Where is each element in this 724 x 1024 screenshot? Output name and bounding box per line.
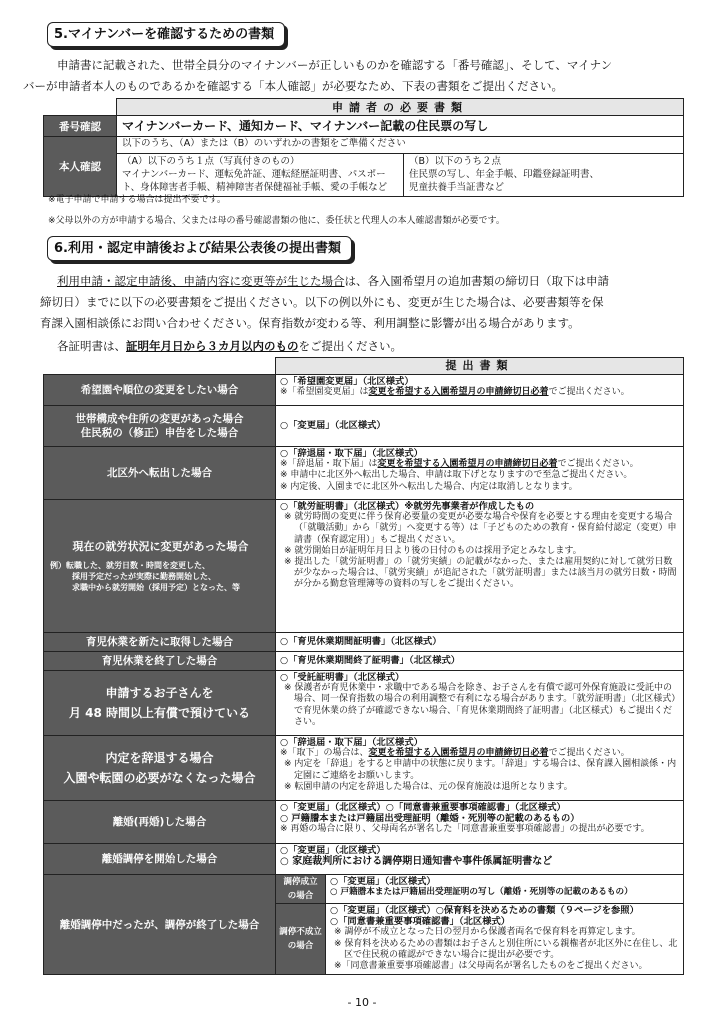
option-b-line1: 住民票の写し、年金手帳、印鑑登録証明書、 bbox=[409, 169, 600, 180]
row-docs-paid-care bbox=[276, 671, 684, 736]
section6-certificate-note bbox=[57, 336, 402, 357]
row-label-example1: 例）転職した、就労日数・時間を変更した、 bbox=[50, 560, 210, 570]
row-docs-mediation-success bbox=[326, 875, 684, 904]
row-label-line2: 月 48 時間以上有償で預けている bbox=[68, 706, 251, 720]
row-docs-divorce bbox=[276, 801, 684, 844]
row-label-mediation-start: 離婚調停を開始した場合 bbox=[44, 844, 276, 875]
doc-note: ※ 保育料を決めるための書類はお子さんと別住所にいる親権者が北区外に在住し、北区で住民税の確認ができない場合に提出が必要です。 bbox=[334, 938, 678, 960]
section5-note1: ※電子申請で申請する場合は提出不要です。 bbox=[48, 195, 226, 205]
doc-item: ○「同意書兼重要事項確認書」（北区様式） bbox=[330, 916, 511, 928]
section5-intro bbox=[23, 55, 690, 97]
section5-intro-line2: バーが申請者本人のものであるかを確認する「本人確認」が必要なため、下表の書類をご提出ください。 bbox=[23, 79, 564, 93]
doc-note: ※ 申請中に北区外へ転出した場合、申請は取下げとなりますので至急ご提出ください。 bbox=[280, 470, 633, 481]
section5-title: 5.マイナンバーを確認するための書類 bbox=[54, 27, 275, 42]
row-docs-childcare-leave-end: ○「育児休業期間終了証明書」（北区様式） bbox=[276, 652, 684, 671]
section6-table bbox=[43, 357, 684, 975]
doc-item: ○「辞退届・取下届」（北区様式） bbox=[280, 448, 423, 459]
row-docs-mediation-failure bbox=[326, 904, 684, 975]
doc-note-post: でご提出ください。 bbox=[548, 748, 630, 759]
row-docs-decline-offer bbox=[276, 736, 684, 801]
page-number: - 10 - bbox=[347, 996, 377, 1009]
doc-note-pre: ※「希望園変更届」は bbox=[280, 387, 369, 398]
row-label-example2: 採用予定だったが実際に勤務開始した、 bbox=[72, 571, 216, 581]
section5-table bbox=[43, 98, 684, 197]
option-a-line1: マイナンバーカード、運転免許証、運転経歴証明書、パスポー bbox=[122, 169, 386, 180]
section5-heading bbox=[47, 22, 285, 47]
identity-check-intro: 以下のうち、（A）または（B）のいずれかの書類をご準備ください bbox=[117, 137, 684, 154]
doc-item: ○「就労証明書」（北区様式）※就労先事業者が作成したもの bbox=[280, 501, 535, 512]
doc-note: ※ 保護者が育児休業中・求職中である場合を除き、お子さんを有償で認可外保育施設に受託中の場合、同一保育指数の場合の利用調整で有利になる場合があります。「就労証明書」（北区様式）で育児休業の終了が確認できない場合、「育児休業期間終了証明書」（北区様式）もご提出ください。 bbox=[284, 683, 676, 727]
section6-intro-line1-rest: は、各入園希望月の追加書類の締切日（取下は申請 bbox=[344, 274, 609, 288]
row-label-divorce: 離婚(再婚)した場合 bbox=[44, 801, 276, 844]
doc-note: ※ 就労時間の変更に伴う保育必要量の変更が必要な場合や保育を必要とする理由を変更する場合（「就職活動」から「就労」へ変更する等）は「子どものための教育・保育給付認定（変更）申請書（保育認定用）」もご提出ください。 bbox=[284, 512, 677, 545]
doc-item: ○ 戸籍謄本または戸籍届出受理証明の写し（離婚・死別等の記載のあるもの） bbox=[330, 887, 633, 898]
row-value-number-check: マイナンバーカード、通知カード、マイナンバー記載の住民票の写し bbox=[117, 116, 684, 137]
doc-note-pre: ※「辞退届・取下届」は bbox=[280, 459, 378, 470]
section5-note2: ※父母以外の方が申請する場合、父または母の番号確認書類の他に、委任状と代理人の本人確認書類が必要です。 bbox=[48, 216, 505, 226]
row-label-number-check: 番号確認 bbox=[44, 116, 117, 137]
doc-item: ○ 戸籍謄本または戸籍届出受理証明（離婚・死別等の記載のあるもの） bbox=[280, 813, 580, 825]
sub-label-line2: の場合 bbox=[287, 891, 314, 901]
row-label-paid-care bbox=[44, 671, 276, 736]
row-label-household-change bbox=[44, 406, 276, 447]
row-label-line1: 内定を辞退する場合 bbox=[105, 751, 214, 765]
doc-item: ○「変更届」（北区様式） bbox=[330, 876, 436, 887]
doc-note-post: でご提出ください。 bbox=[557, 459, 639, 470]
doc-note: ※ 内定後、入園までに北区外へ転出した場合、内定は取消しとなります。 bbox=[280, 481, 578, 492]
section6-intro-line3: 育課入園相談係にお問い合わせください。保育指数が変わる等、利用調整に影響が出る場合があります。 bbox=[40, 316, 580, 330]
sub-label-line2: の場合 bbox=[287, 941, 314, 951]
row-label-line1: 申請するお子さんを bbox=[105, 686, 214, 700]
row-label-decline-offer bbox=[44, 736, 276, 801]
doc-note: ※「同意書兼重要事項確認書」は父母両名が署名したものをご提出ください。 bbox=[334, 961, 648, 972]
sub-label-mediation-success bbox=[276, 875, 326, 904]
doc-item: ○ 家庭裁判所における調停期日通知書や事件係属証明書など bbox=[280, 856, 553, 868]
doc-note: ※ 再婚の場合に限り、父母両名が署名した「同意書兼重要事項確認書」の提出が必要です。 bbox=[280, 824, 650, 835]
row-label-employment-change bbox=[44, 500, 276, 633]
section6-intro-line2: 締切日）までに以下の必要書類をご提出ください。以下の例以外にも、変更が生じた場合は、必要書類等を保 bbox=[40, 295, 604, 309]
doc-item: ○「変更届」（北区様式）○保育料を決めるための書類（９ページを参照） bbox=[330, 905, 639, 916]
sub-label-line1: 調停成立 bbox=[283, 877, 318, 887]
certificate-note-pre: 各証明書は、 bbox=[57, 339, 126, 353]
option-b-title: （B）以下のうち２点 bbox=[409, 156, 502, 167]
doc-note-underlined: 変更を希望する入園希望月の申請締切日必着 bbox=[368, 748, 549, 759]
doc-note: ※ 転園申請の内定を辞退した場合は、元の保育施設は退所となります。 bbox=[284, 781, 573, 792]
row-docs-mediation-start bbox=[276, 844, 684, 875]
section5-table-header: 申請者の必要書類 bbox=[117, 99, 684, 116]
row-docs-household-change bbox=[276, 406, 684, 447]
option-a-title: （A）以下のうち１点（写真付きのもの） bbox=[122, 156, 300, 167]
section6-intro-underlined: 利用申請・認定申請後、申請内容に変更等が生じた場合 bbox=[57, 274, 345, 288]
row-label-change-preferred-nursery: 希望園や順位の変更をしたい場合 bbox=[44, 375, 276, 406]
row-label-childcare-leave-start: 育児休業を新たに取得した場合 bbox=[44, 633, 276, 652]
row-label-identity-check: 本人確認 bbox=[44, 137, 117, 197]
section5-intro-line1: 申請書に記載された、世帯全員分のマイナンバーが正しいものかを確認する「番号確認」、そして、マイナン bbox=[57, 58, 613, 72]
sub-label-line1: 調停不成立 bbox=[279, 927, 322, 937]
row-docs-employment-change bbox=[276, 500, 684, 633]
doc-item: ○「受託証明書」（北区様式） bbox=[280, 672, 405, 683]
certificate-note-underlined: 証明年月日から３カ月以内のもの bbox=[126, 339, 299, 353]
certificate-note-post: をご提出ください。 bbox=[298, 339, 402, 353]
doc-note-post: でご提出ください。 bbox=[548, 387, 630, 398]
doc-note-pre: ※「取下」の場合は、 bbox=[280, 748, 369, 759]
doc-note: ※ 就労開始日が証明年月日より後の日付のものは採用予定とみなします。 bbox=[284, 545, 582, 556]
doc-note: ※ 内定を「辞退」をすると申請中の状態に戻ります。「辞退」する場合は、保育課入園相談係・内定園にご連絡をお願いします。 bbox=[284, 759, 677, 781]
row-label-mediation-ended: 離婚調停中だったが、調停が終了した場合 bbox=[44, 875, 276, 975]
section6-title: 6.利用・認定申請後および結果公表後の提出書類 bbox=[54, 241, 341, 256]
doc-item: ○「変更届」（北区様式） bbox=[280, 845, 386, 856]
doc-note-underlined: 変更を希望する入園希望月の申請締切日必着 bbox=[377, 459, 558, 470]
section6-table-header: 提出書類 bbox=[276, 358, 684, 375]
row-docs-moved-out bbox=[276, 447, 684, 500]
option-b-line2: 児童扶養手当証書など bbox=[409, 182, 505, 193]
doc-item: ○「変更届」（北区様式）○「同意書兼重要事項確認書」（北区様式） bbox=[280, 802, 566, 813]
row-label-moved-out: 北区外へ転出した場合 bbox=[44, 447, 276, 500]
section6-intro bbox=[40, 271, 690, 334]
section6-heading bbox=[47, 236, 352, 261]
identity-option-a bbox=[117, 154, 404, 197]
identity-option-b bbox=[404, 154, 684, 197]
doc-note: ※ 調停が不成立となった日の翌月から保護者両名で保育料を再算定します。 bbox=[334, 927, 641, 938]
row-docs-change-preferred-nursery bbox=[276, 375, 684, 406]
doc-item: ○「辞退届・取下届」（北区様式） bbox=[280, 737, 423, 748]
doc-note: ※ 提出した「就労証明書」の「就労実績」の記載がなかった、または雇用契約に対して就労日数が少なかった場合は、「就労実績」が追記された「就労証明書」または該当月の就労日数・時間が分かる勤怠管理簿等の資料の写しをご提出ください。 bbox=[284, 557, 677, 590]
row-label-line2: 住民税の（修正）申告をした場合 bbox=[80, 427, 239, 439]
doc-item: ○「変更届」（北区様式） bbox=[280, 420, 386, 432]
doc-note-underlined: 変更を希望する入園希望月の申請締切日必着 bbox=[368, 387, 549, 398]
row-docs-childcare-leave-start: ○「育児休業期間証明書」（北区様式） bbox=[276, 633, 684, 652]
row-label-line1: 世帯構成や住所の変更があった場合 bbox=[75, 413, 244, 425]
option-a-line2: ト、身体障害者手帳、精神障害者保健福祉手帳、愛の手帳など bbox=[122, 182, 388, 193]
row-label-main: 現在の就労状況に変更があった場合 bbox=[72, 539, 249, 553]
sub-label-mediation-failure bbox=[276, 904, 326, 975]
row-label-line2: 入園や転園の必要がなくなった場合 bbox=[63, 771, 256, 785]
doc-item: ○「希望園変更届」（北区様式） bbox=[280, 376, 414, 387]
row-label-example3: 求職中から就労開始（採用予定）となった、等 bbox=[72, 582, 240, 592]
row-label-childcare-leave-end: 育児休業を終了した場合 bbox=[44, 652, 276, 671]
